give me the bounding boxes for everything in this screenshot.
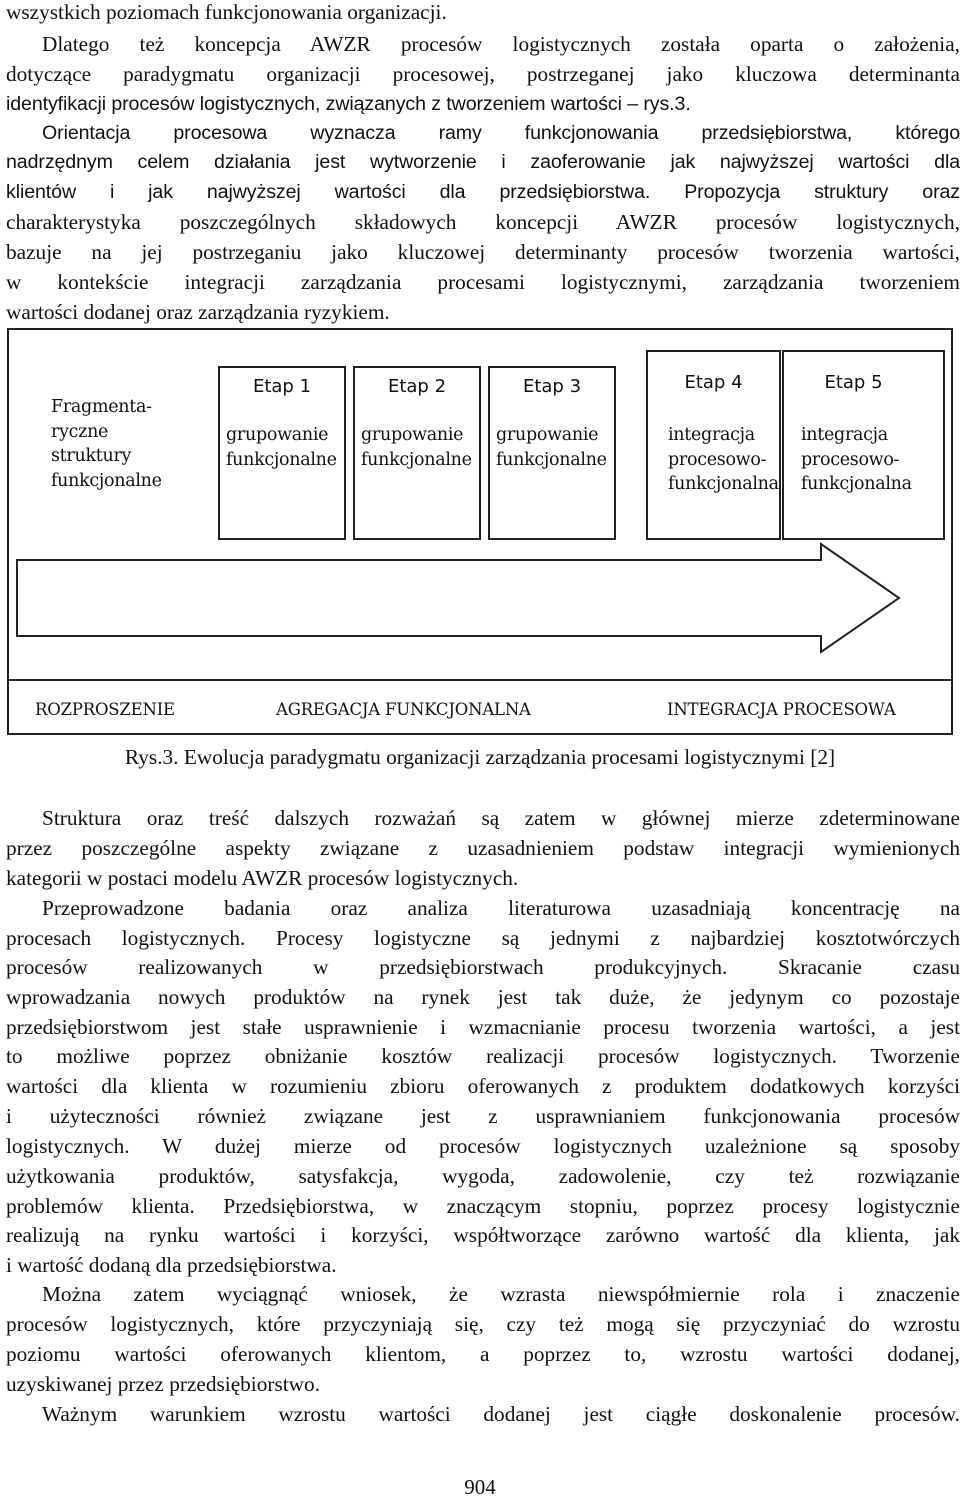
- text-line: kategorii w postaci modelu AWZR procesów logistycznych.: [6, 866, 519, 890]
- text-line: przez poszczególne aspekty związane z uzasadnieniem podstaw integracji wymienionych: [6, 836, 960, 860]
- stage-body: grupowanie funkcjonalne: [496, 425, 607, 470]
- text-line: identyfikacji procesów logistycznych, związanych z tworzeniem wartości – rys.3.: [6, 93, 691, 115]
- scale-label-left: ROZPROSZENIE: [35, 700, 175, 719]
- text-line: i wartość dodaną dla przedsiębiorstwa.: [6, 1253, 337, 1277]
- stage-title: Etap 5: [824, 372, 883, 393]
- text-line: Dlatego też koncepcja AWZR procesów logistycznych została oparta o założenia,: [42, 32, 960, 56]
- stage-body: grupowanie funkcjonalne: [226, 425, 337, 470]
- stage-body: grupowanie funkcjonalne: [361, 425, 472, 470]
- text-line: Ważnym warunkiem wzrostu wartości dodanej jest ciągłe doskonalenie procesów.: [42, 1402, 960, 1426]
- page-number: 904: [464, 1475, 496, 1499]
- text-line: użytkowania produktów, satysfakcja, wygoda, zadowolenie, czy też rozwiązanie: [6, 1164, 960, 1188]
- stage-body: integracja procesowo- funkcjonalna: [801, 425, 912, 494]
- text-line: przedsiębiorstwom jest stałe usprawnienie i wzmacnianie procesu tworzenia wartości, a jest: [6, 1015, 960, 1039]
- stage-title: Etap 4: [684, 372, 743, 393]
- stage-title: Etap 3: [522, 376, 582, 397]
- stage-box-3: [488, 366, 616, 540]
- figure-caption: Rys.3. Ewolucja paradygmatu organizacji zarządzania procesami logistycznymi [2]: [124, 745, 836, 769]
- text-line: wartości dodanej oraz zarządzania ryzykiem.: [6, 300, 390, 324]
- text-line: procesów realizowanych w przedsiębiorstwach produkcyjnych. Skracanie czasu: [6, 955, 960, 979]
- text-line: to możliwe poprzez obniżanie kosztów realizacji procesów logistycznych. Tworzenie: [6, 1044, 960, 1068]
- text-line: procesach logistycznych. Procesy logistyczne są jednymi z najbardziej kosztotwórczych: [6, 926, 960, 950]
- stage-box-5: [782, 350, 945, 540]
- band-separator: [9, 330, 951, 342]
- text-line: bazuje na jej postrzeganiu jako kluczowej determinanty procesów tworzenia wartości,: [6, 240, 960, 264]
- stage-box-1: [218, 366, 346, 540]
- text-line: Przeprowadzone badania oraz analiza literaturowa uzasadniają koncentrację na: [42, 896, 960, 920]
- text-line: wprowadzania nowych produktów na rynek jest tak duże, że jedynym co pozostaje: [6, 985, 960, 1009]
- text-line: realizują na rynku wartości i korzyści, współtworzące zarówno wartość dla klienta, jak: [6, 1223, 960, 1247]
- text-line: Można zatem wyciągnąć wniosek, że wzrasta niewspółmiernie rola i znaczenie: [42, 1282, 960, 1306]
- stage-box-2: [353, 366, 481, 540]
- stage-body: Fragmenta- ryczne struktury funkcjonalne: [51, 397, 162, 491]
- process-arrow: [17, 544, 899, 652]
- text-line: uzyskiwanej przez przedsiębiorstwo.: [6, 1372, 321, 1396]
- text-line: wszystkich poziomach funkcjonowania organizacji.: [6, 0, 447, 24]
- text-line: Orientacja procesowa wyznacza ramy funkcjonowania przedsiębiorstwa, którego: [42, 122, 960, 144]
- text-line: i użyteczności również związane jest z usprawnianiem funkcjonowania procesów: [6, 1104, 960, 1128]
- scale-label-middle: AGREGACJA FUNKCJONALNA: [276, 700, 531, 719]
- text-line: klientów i jak najwyższej wartości dla przedsiębiorstwa. Propozycja struktury oraz: [6, 181, 960, 203]
- stage-box-initial: [40, 380, 175, 535]
- scale-label-right: INTEGRACJA PROCESOWA: [667, 700, 896, 719]
- text-line: w kontekście integracji zarządzania procesami logistycznymi, zarządzania tworzeniem: [6, 270, 960, 294]
- stage-box-4: [646, 350, 781, 540]
- text-line: nadrzędnym celem działania jest wytworzenie i zaoferowanie jak najwyższej wartości dla: [6, 151, 960, 173]
- text-line: procesów logistycznych, które przyczyniają się, czy też mogą się przyczyniać do wzrostu: [6, 1312, 960, 1336]
- text-line: dotyczące paradygmatu organizacji procesowej, postrzeganej jako kluczowa determinanta: [6, 62, 960, 86]
- text-line: logistycznych. W dużej mierze od procesów logistycznych uzależnione są sposoby: [6, 1134, 960, 1158]
- text-line: problemów klienta. Przedsiębiorstwa, w znaczącym stopniu, poprzez procesy logistycznie: [6, 1194, 960, 1218]
- text-line: charakterystyka poszczególnych składowych koncepcji AWZR procesów logistycznych,: [6, 210, 960, 234]
- text-line: poziomu wartości oferowanych klientom, a poprzez to, wzrostu wartości dodanej,: [6, 1342, 960, 1366]
- stage-title: Etap 2: [387, 376, 447, 397]
- stage-body: integracja procesowo- funkcjonalna: [668, 425, 779, 494]
- text-line: Struktura oraz treść dalszych rozważań są zatem w głównej mierze zdeterminowane: [42, 806, 960, 830]
- figure-evolution-diagram: [7, 328, 953, 735]
- text-line: wartości dla klienta w rozumieniu zbioru oferowanych z produktem dodatkowych korzyści: [6, 1074, 960, 1098]
- stage-title: Etap 1: [252, 376, 312, 397]
